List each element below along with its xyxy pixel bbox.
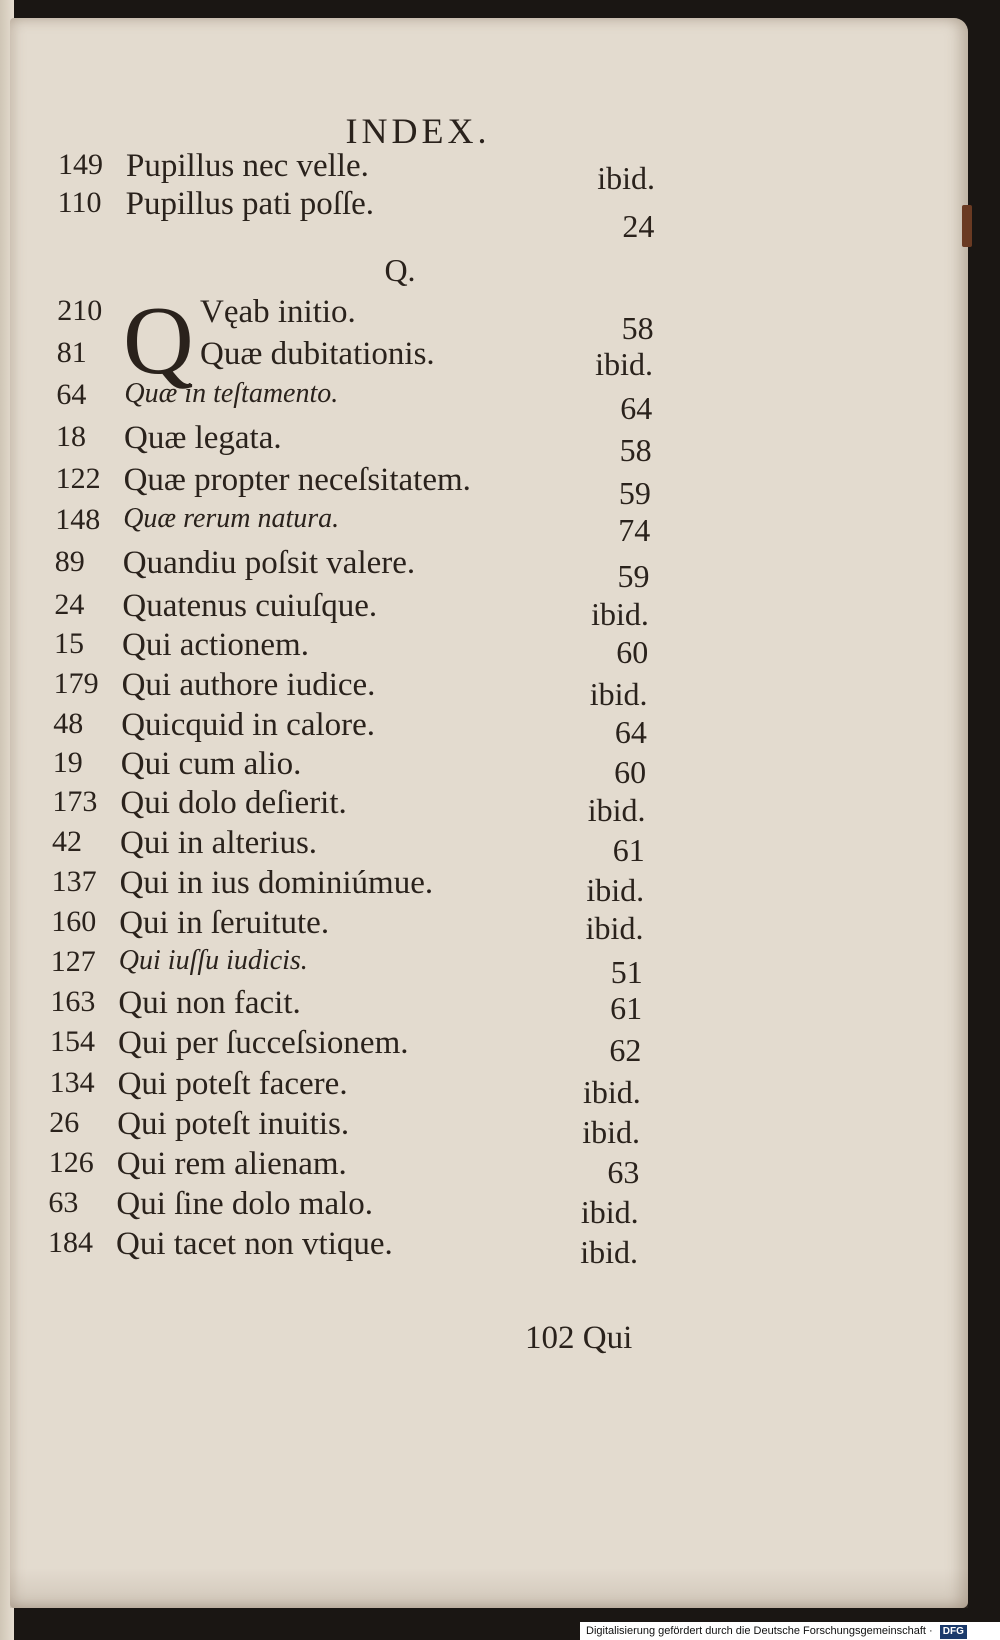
- dfg-logo: DFG: [940, 1625, 967, 1639]
- entry-number: 137: [51, 865, 97, 898]
- index-entry: [0, 825, 700, 868]
- digitization-footer: [580, 1622, 1000, 1640]
- entry-title: Quæ in teſtamento.: [124, 378, 339, 409]
- entry-title: Qui in ſeruitute.: [119, 905, 330, 941]
- entry-page-ref: ibid.: [589, 676, 648, 712]
- entry-title: Pupillus pati poſſe.: [125, 186, 375, 222]
- entry-number: 126: [48, 1146, 94, 1179]
- index-entry: [0, 1186, 700, 1230]
- entry-page-ref: ibid.: [591, 596, 649, 632]
- drop-cap: Q: [123, 287, 194, 395]
- entry-title: Quæ dubitationis.: [200, 336, 435, 372]
- entry-page-ref: 58: [619, 432, 652, 468]
- entry-page-ref: 74: [618, 512, 651, 548]
- index-entry: [0, 588, 700, 632]
- entry-title: Qui poteſt inuitis.: [117, 1106, 350, 1142]
- entry-page-ref: 24: [622, 208, 655, 244]
- index-entry: [0, 1066, 700, 1110]
- entry-number: 160: [51, 905, 97, 938]
- entry-number: 42: [52, 825, 82, 858]
- index-entry: [0, 865, 700, 908]
- entry-page-ref: ibid.: [582, 1114, 641, 1150]
- entry-page-ref: ibid.: [595, 346, 653, 382]
- entry-page-ref: 60: [616, 634, 649, 670]
- entry-page-ref: ibid.: [580, 1234, 638, 1270]
- entry-page-ref: 64: [620, 390, 653, 426]
- entry-page-ref: ibid.: [580, 1194, 639, 1230]
- entry-number: 149: [58, 148, 103, 181]
- page-tab-marker: [962, 205, 972, 247]
- entry-page-ref: 64: [614, 714, 647, 750]
- entry-number: 184: [48, 1226, 93, 1259]
- entry-page-ref: ibid.: [582, 1074, 641, 1110]
- footer-text: Digitalisierung gefördert durch die Deutsche Forschungsgemeinschaft ·: [586, 1625, 933, 1637]
- entry-page-ref: 61: [612, 832, 645, 868]
- entry-number: 173: [52, 785, 98, 818]
- entry-page-ref: 61: [610, 990, 643, 1026]
- index-entry: [0, 985, 700, 1025]
- entry-title: Quæ propter neceſsitatem.: [123, 462, 471, 498]
- entry-page-ref: 58: [621, 310, 654, 346]
- entry-number: 48: [53, 707, 84, 740]
- index-entry: [0, 545, 700, 594]
- index-entry: [0, 462, 700, 511]
- index-entry: [0, 503, 700, 548]
- entry-page-ref: 62: [609, 1032, 642, 1068]
- section-letter: Q.: [384, 252, 416, 288]
- entry-number: 148: [55, 503, 101, 536]
- entry-title: Qui non facit.: [118, 985, 301, 1021]
- entry-number: 210: [57, 294, 103, 327]
- entry-number: 81: [56, 336, 87, 369]
- index-entry: [0, 707, 700, 750]
- entry-title: Qui in alterius.: [120, 825, 318, 861]
- entry-number: 89: [54, 545, 85, 578]
- entry-number: 24: [54, 588, 85, 621]
- entry-title: Qui ſine dolo malo.: [116, 1186, 374, 1222]
- entry-number: 19: [52, 746, 83, 779]
- entry-page-ref: ibid.: [587, 792, 646, 828]
- entry-page-ref: 51: [610, 954, 643, 990]
- entry-number: 154: [50, 1025, 95, 1058]
- entry-number: 134: [49, 1066, 95, 1099]
- entry-number: 110: [57, 186, 102, 219]
- entry-title: Qui cum alio.: [120, 746, 302, 782]
- index-entry: [0, 336, 700, 382]
- entry-page-ref: ibid.: [585, 910, 644, 946]
- entry-title: Qui authore iudice.: [121, 667, 376, 703]
- index-entry: [0, 785, 700, 828]
- entry-page-ref: 59: [617, 558, 650, 594]
- page-header: INDEX.: [345, 111, 491, 151]
- index-entry: [0, 378, 700, 426]
- entry-title: Quæ rerum natura.: [123, 503, 340, 534]
- entry-page-ref: ibid.: [586, 872, 645, 908]
- entry-number: 127: [50, 945, 96, 978]
- entry-title: Qui poteſt facere.: [117, 1066, 348, 1102]
- entry-title: Qui dolo deſierit.: [120, 785, 347, 821]
- entry-title: Qui actionem.: [122, 627, 309, 663]
- index-entry: [0, 186, 700, 244]
- index-entry: [0, 1106, 700, 1150]
- catchword: 102 Qui: [525, 1320, 633, 1356]
- entry-number: 122: [55, 462, 101, 495]
- entry-number: 26: [49, 1106, 80, 1139]
- index-entry: [0, 1025, 700, 1068]
- entry-title: Pupillus nec velle.: [126, 148, 369, 184]
- entry-page-ref: ibid.: [597, 160, 655, 196]
- index-entry: [0, 667, 700, 712]
- entry-number: 163: [50, 985, 96, 1018]
- entry-title: Vęab initio.: [200, 294, 356, 330]
- index-entry: [0, 1226, 700, 1270]
- index-entry: [0, 746, 700, 790]
- index-entry: [0, 905, 700, 945]
- index-entry: [0, 1146, 700, 1190]
- index-entry: [0, 945, 700, 990]
- entry-title: Quandiu poſsit valere.: [122, 545, 416, 581]
- entry-title: Quicquid in calore.: [121, 707, 376, 743]
- entry-title: Qui in ius dominiúmue.: [119, 865, 434, 901]
- entry-title: Quatenus cuiuſque.: [122, 588, 378, 624]
- entry-title: Quæ legata.: [124, 420, 282, 456]
- entry-title: Qui per ſucceſsionem.: [118, 1025, 409, 1061]
- index-entry: [0, 627, 700, 670]
- index-entry: [0, 294, 700, 346]
- index-entry: [0, 148, 700, 196]
- entry-number: 15: [54, 627, 84, 660]
- entry-title: Qui tacet non vtique.: [116, 1226, 393, 1262]
- entry-page-ref: 63: [607, 1154, 640, 1190]
- index-entry: [0, 420, 700, 468]
- entry-number: 64: [56, 378, 87, 411]
- entry-title: Qui iuſſu iudicis.: [118, 945, 308, 976]
- entry-page-ref: 60: [614, 754, 647, 790]
- entry-number: 179: [53, 667, 99, 700]
- entry-title: Qui rem alienam.: [116, 1146, 347, 1182]
- entry-number: 63: [48, 1186, 79, 1219]
- entry-page-ref: 59: [618, 475, 651, 511]
- entry-number: 18: [56, 420, 86, 453]
